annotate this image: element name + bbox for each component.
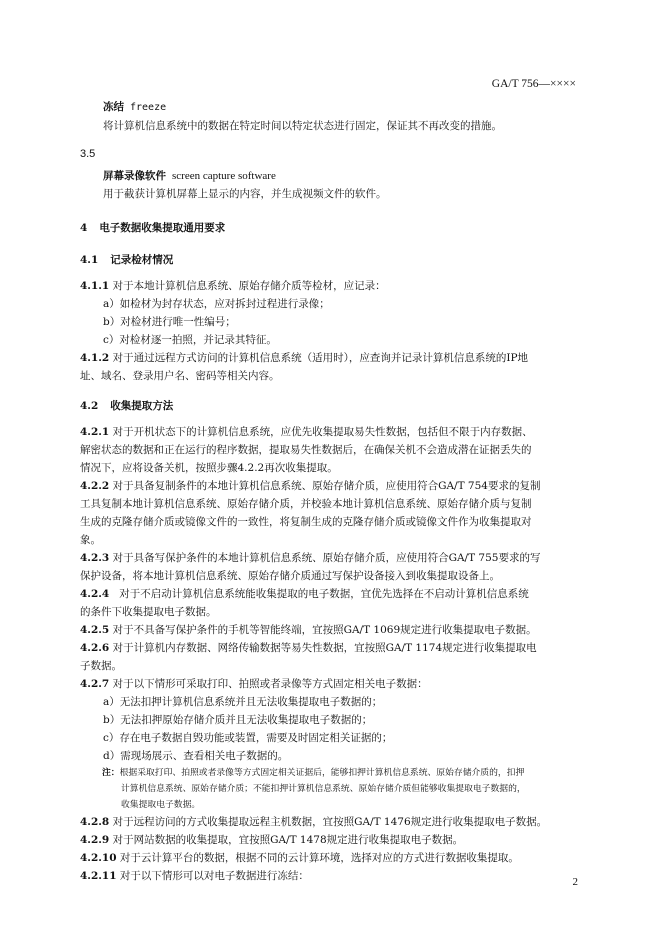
term-freeze-def: 将计算机信息系统中的数据在特定时间以特定状态进行固定，保证其不再改变的措施。 [103,120,502,132]
clause-4-2-6 [80,639,582,657]
term-screen-capture-en: screen capture software [172,170,276,182]
term-screen-capture-def: 用于截获计算机屏幕上显示的内容，并生成视频文件的软件。 [103,188,387,200]
section-4-title: 电子数据收集提取通用要求 [99,222,226,234]
note-text-cont: 计算机信息系统、原始存储介质；不能扣押计算机信息系统、原始存储介质但能够收集提取电子数据的， [121,784,526,794]
clause-text: 对于网站数据的收集提取，宜按照GA/T 1478规定进行收集提取电子数据。 [112,834,464,846]
clause-number: 4.2.2 [80,480,110,492]
term-screen-capture [80,167,582,185]
clause-text: 对于计算机内存数据、网络传输数据等易失性数据，宜按照GA/T 1174规定进行收集提取电 [112,642,537,654]
note-block [80,765,582,781]
list-item: c）对检材逐一拍照，并记录其特征。 [103,334,277,346]
section-4-2-heading [80,397,582,415]
note-text: 根据采取打印、拍照或者录像等方式固定相关证据后，能够扣押计算机信息系统、原始存储介质的，扣押 [119,768,525,778]
clause-number: 4.2.9 [80,834,110,846]
note-text-cont: 收集提取电子数据。 [121,800,201,810]
clause-number: 4.2.5 [80,624,110,636]
clause-text: 对于以下情形可以对电子数据进行冻结： [119,870,309,882]
clause-number: 4.2.4 [80,588,110,600]
clause-text: 对于不具备写保护条件的手机等智能终端，宜按照GA/T 1069规定进行收集提取电子数据。 [112,624,537,636]
clause-text: 对于以下情形可采取打印、拍照或者录像等方式固定相关电子数据： [112,678,428,690]
clause-text-cont: 保护设备，将本地计算机信息系统、原始存储介质通过写保护设备接入到收集提取设备上。 [80,570,500,582]
list-item: b）对检材进行唯一性编号； [103,316,236,328]
clause-text: 对于不启动计算机信息系统能收集提取的电子数据，宜优先选择在不启动计算机信息系统 [119,588,529,600]
clause-text: 对于远程访问的方式收集提取远程主机数据，宜按照GA/T 1476规定进行收集提取电子数据。 [112,816,548,828]
clause-4-2-5 [80,621,582,639]
page-number: 2 [572,876,578,888]
clause-4-2-11 [80,867,582,885]
clause-4-1-2 [80,349,582,367]
clause-text-cont: 情况下，应将设备关机，按照步骤4.2.2再次收集提取。 [80,462,338,474]
clause-number: 4.2.10 [80,852,117,864]
document-body [80,98,582,885]
clause-text: 对于通过远程方式访问的计算机信息系统（适用时），应查询并记录计算机信息系统的IP地 [112,352,529,364]
clause-number: 4.1.1 [80,280,110,292]
list-item: b）无法扣押原始存储介质并且无法收集提取电子数据的； [103,714,373,726]
term-freeze-en: freeze [130,102,167,113]
clause-text-cont: 的条件下收集提取电子数据。 [80,606,217,618]
clause-text-cont: 解密状态的数据和正在运行的程序数据，提取易失性数据后，在确保关机不会造成潜在证据丢失的 [80,444,532,456]
term-freeze [80,98,582,117]
clause-number: 4.2.1 [80,426,110,438]
clause-text-cont: 生成的克隆存储介质或镜像文件的一致性，将复制生成的克隆存储介质或镜像文件作为收集提取对 [80,516,532,528]
section-3-5-number: 3.5 [80,148,96,160]
clause-4-2-9 [80,831,582,849]
list-item: c）存在电子数据自毁功能或装置，需要及时固定相关证据的； [103,732,393,744]
clause-text-cont: 址、域名、登录用户名、密码等相关内容。 [80,370,280,382]
clause-number: 4.2.3 [80,552,110,564]
clause-number: 4.2.7 [80,678,110,690]
clause-4-2-4 [80,585,582,603]
clause-number: 4.2.11 [80,870,117,882]
clause-text: 对于具备复制条件的本地计算机信息系统、原始存储介质，应使用符合GA/T 754要求的复制 [112,480,541,492]
list-item: a）如检材为封存状态，应对拆封过程进行录像； [103,298,330,310]
section-4-heading [80,219,582,237]
section-4-2-number: 4.2 [80,400,99,412]
clause-text-cont: 象。 [80,534,101,546]
clause-4-2-1 [80,423,582,441]
clause-text: 对于本地计算机信息系统、原始存储介质等检材，应记录： [112,280,386,292]
clause-text-cont: 子数据。 [80,660,122,672]
section-4-1-heading [80,251,582,269]
clause-number: 4.2.6 [80,642,110,654]
clause-text-cont: 工具复制本地计算机信息系统、原始存储介质，并校验本地计算机信息系统、原始存储介质与复制 [80,498,532,510]
clause-text: 对于开机状态下的计算机信息系统，应优先收集提取易失性数据，包括但不限于内存数据、 [112,426,533,438]
standard-id-header: GA/T 756—×××× [491,78,576,90]
list-item: a）无法扣押计算机信息系统并且无法收集提取电子数据的； [103,696,383,708]
clause-text: 对于具备写保护条件的本地计算机信息系统、原始存储介质，应使用符合GA/T 755要求的写 [112,552,541,564]
clause-4-2-3 [80,549,582,567]
clause-4-2-10 [80,849,582,867]
section-4-2-title: 收集提取方法 [110,400,174,412]
section-4-number: 4 [80,222,88,234]
section-4-1-title: 记录检材情况 [110,254,174,266]
list-item: d）需现场展示、查看相关电子数据的。 [103,750,289,762]
clause-4-1-1 [80,277,582,295]
clause-4-2-2 [80,477,582,495]
clause-4-2-7 [80,675,582,693]
note-label: 注： [102,768,120,778]
term-freeze-cn: 冻结 [103,101,124,113]
section-4-1-number: 4.1 [80,254,99,266]
clause-text: 对于云计算平台的数据，根据不同的云计算环境，选择对应的方式进行数据收集提取。 [119,852,519,864]
clause-4-2-8 [80,813,582,831]
clause-number: 4.2.8 [80,816,110,828]
term-screen-capture-cn: 屏幕录像软件 [103,170,166,182]
clause-number: 4.1.2 [80,352,110,364]
